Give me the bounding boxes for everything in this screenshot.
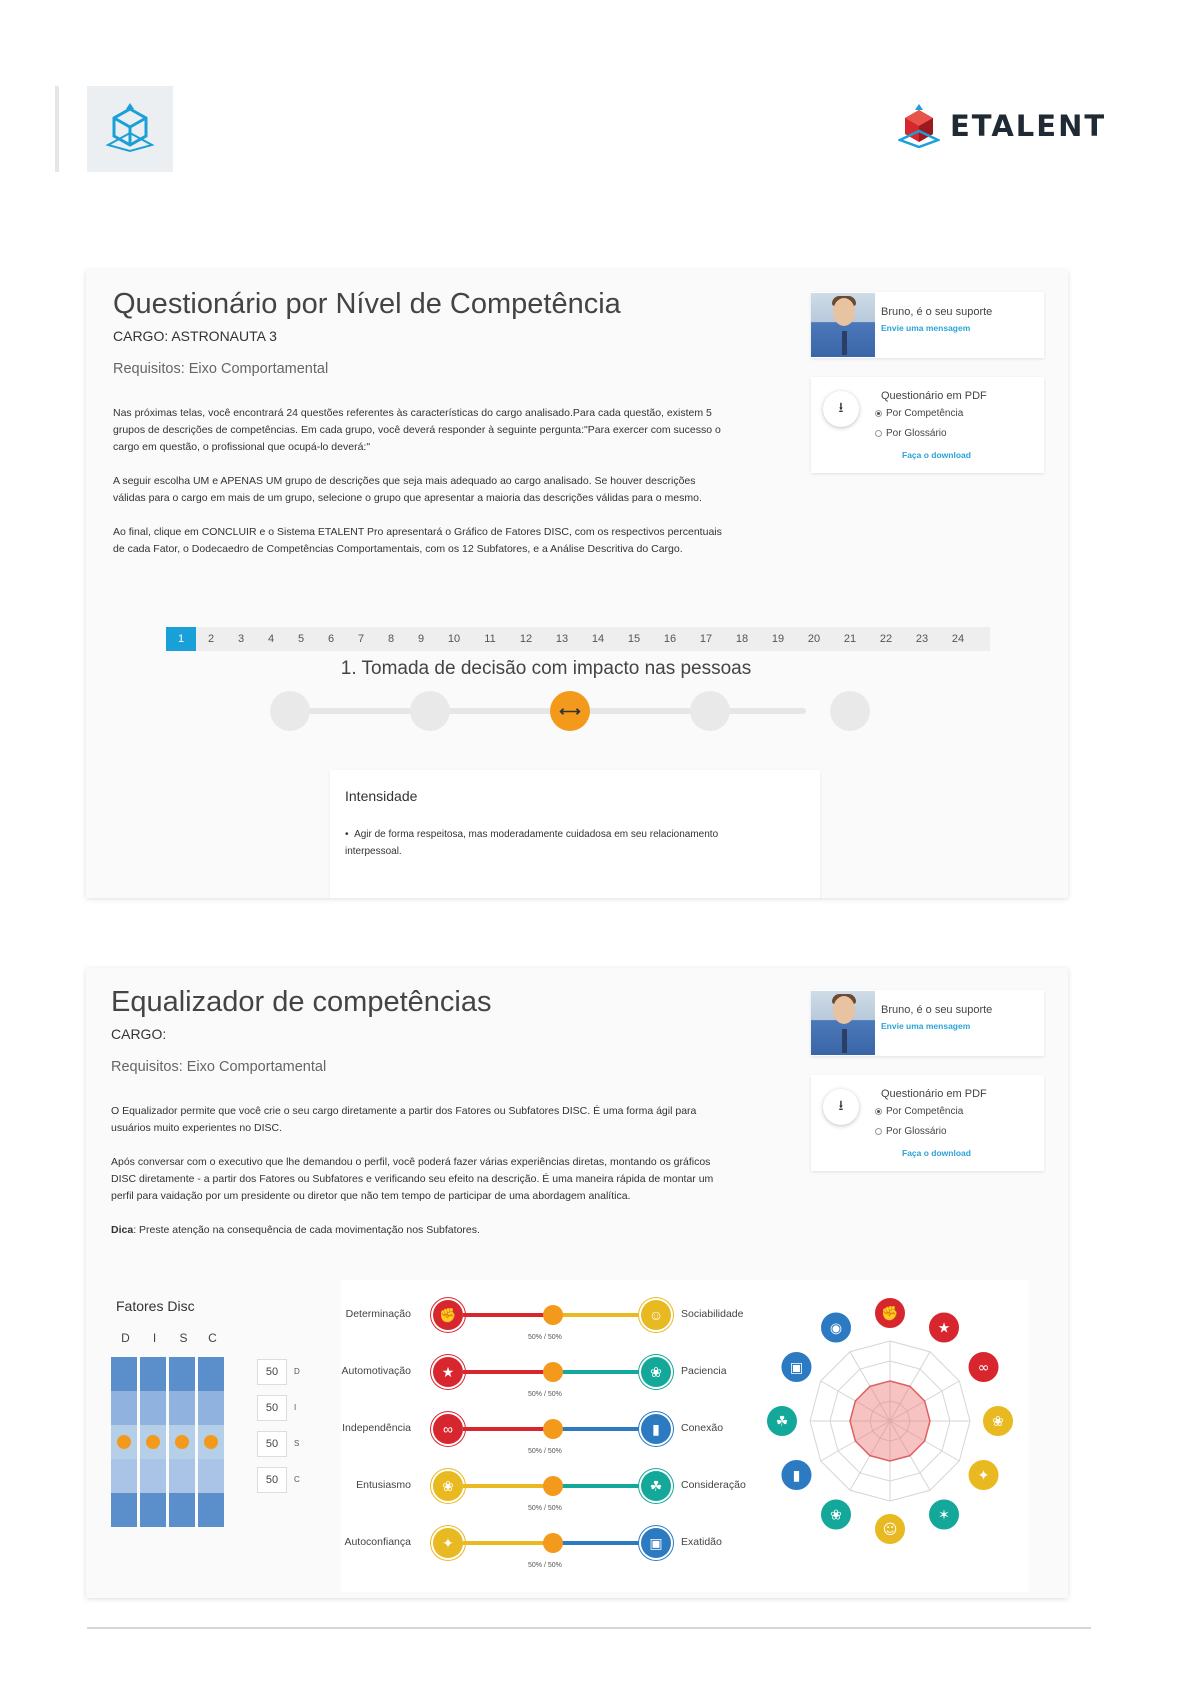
equalizer-panel — [341, 1280, 1029, 1592]
calculator-icon — [780, 1351, 812, 1383]
people-icon: ☺ — [641, 1300, 671, 1330]
brand-name: ETALENT — [950, 109, 1107, 143]
disc-column-segment — [111, 1391, 137, 1425]
runner-icon: ★ — [433, 1357, 463, 1387]
subfactor-slider-handle[interactable] — [543, 1476, 563, 1496]
svg-text:▣: ▣ — [789, 1360, 804, 1376]
disc-value-i[interactable]: 50 — [257, 1395, 287, 1421]
equalizer-card — [86, 968, 1068, 1598]
send-message-link[interactable]: Envie uma mensagem — [881, 323, 971, 333]
disc-column-segment — [198, 1459, 224, 1493]
subfactor-sliders — [341, 1280, 761, 1592]
page-22[interactable]: 22 — [879, 633, 893, 645]
instructions-text — [113, 405, 723, 575]
radio-button[interactable] — [875, 1108, 882, 1115]
yoga-icon — [820, 1499, 852, 1531]
disc-letter-i: I — [152, 1331, 157, 1345]
subfactor-ratio: 50% / 50% — [528, 1448, 562, 1455]
requisitos-label: Requisitos: Eixo Comportamental — [113, 361, 329, 377]
tip-text: : Preste atenção na consequência de cada movimentação nos Subfatores. — [133, 1224, 480, 1236]
page-4[interactable]: 4 — [267, 633, 275, 645]
disc-factor-sliders[interactable] — [111, 1357, 256, 1527]
disc-column-segment — [140, 1357, 166, 1391]
disc-column-segment — [140, 1459, 166, 1493]
radio-label: Por Glossário — [886, 1126, 947, 1137]
question-title: 1. Tomada de decisão com impacto nas pessoas — [340, 658, 752, 679]
disc-column-segment — [198, 1391, 224, 1425]
disc-slider-handle[interactable] — [146, 1435, 160, 1449]
slider-left-track — [463, 1541, 553, 1545]
paragraph: O Equalizador permite que você crie o seu cargo diretamente a partir dos Fatores ou Subfatores DISC. É uma forma ágil para usuários muito experientes no DISC. — [111, 1105, 697, 1134]
disc-slider-handle[interactable] — [117, 1435, 131, 1449]
page-13[interactable]: 13 — [555, 633, 569, 645]
disc-letters — [111, 1331, 227, 1345]
radio-por-competencia[interactable] — [875, 1106, 963, 1117]
download-icon[interactable]: ⭳ — [823, 1089, 859, 1125]
side-letter-c: C — [294, 1475, 300, 1484]
side-letter-d: D — [294, 1367, 300, 1376]
slider-right-track — [553, 1484, 641, 1488]
answer-option-2[interactable] — [410, 691, 450, 731]
page-24[interactable]: 24 — [951, 633, 965, 645]
download-icon[interactable]: ⭳ — [823, 391, 859, 427]
disc-column-segment — [198, 1493, 224, 1527]
thumbs-up-icon: ✊ — [433, 1300, 463, 1330]
slider-left-track — [463, 1427, 553, 1431]
subfactor-ratio: 50% / 50% — [528, 1391, 562, 1398]
support-box — [811, 990, 1044, 1056]
radio-label: Por Competência — [886, 1106, 964, 1117]
support-name: Bruno, é o seu suporte — [881, 1004, 993, 1016]
disc-slider-handle[interactable] — [175, 1435, 189, 1449]
subfactor-right-label: Consideração — [681, 1479, 746, 1491]
slider-left-track — [463, 1370, 553, 1374]
runner-icon — [928, 1311, 960, 1343]
disc-column-segment — [169, 1493, 195, 1527]
disc-column-segment — [198, 1357, 224, 1391]
svg-text:▮: ▮ — [792, 1468, 801, 1484]
radio-por-competencia[interactable] — [875, 408, 963, 419]
svg-text:✊: ✊ — [881, 1306, 899, 1322]
page-1[interactable]: 1 — [166, 627, 196, 651]
avatar — [811, 991, 875, 1055]
radio-button[interactable] — [875, 410, 882, 417]
support-box — [811, 292, 1044, 358]
disc-value-s[interactable]: 50 — [257, 1431, 287, 1457]
radio-button[interactable] — [875, 430, 882, 437]
radio-por-glossario[interactable] — [875, 1126, 947, 1137]
pdf-download-box — [811, 377, 1044, 473]
page-19[interactable]: 19 — [771, 633, 785, 645]
page-14[interactable]: 14 — [591, 633, 605, 645]
page-title: Equalizador de competências — [111, 986, 492, 1018]
slider-right-track — [553, 1370, 641, 1374]
subfactor-slider-handle[interactable] — [543, 1305, 563, 1325]
svg-text:∞: ∞ — [977, 1360, 990, 1376]
disc-column-segment — [111, 1493, 137, 1527]
download-link[interactable]: Faça o download — [902, 450, 971, 460]
subfactor-right-label: Conexão — [681, 1422, 724, 1434]
slider-left-track — [463, 1313, 553, 1317]
slider-right-track — [553, 1313, 641, 1317]
radar-value-area — [850, 1381, 930, 1461]
etalent-cube-icon — [898, 104, 940, 148]
download-link[interactable]: Faça o download — [902, 1148, 971, 1158]
answer-option-1[interactable] — [270, 691, 310, 731]
question-pagination — [166, 627, 990, 651]
send-message-link[interactable]: Envie uma mensagem — [881, 1021, 971, 1031]
subfactor-slider-handle[interactable] — [543, 1362, 563, 1382]
disc-column-segment — [169, 1459, 195, 1493]
paragraph: A seguir escolha UM e APENAS UM grupo de descrições que seja mais adequado ao cargo analisado. Se houver descrições válidas para o cargo em mais de um grupo, selecione o grupo que apresentar a maioria das descrições válidas para o mesmo. — [113, 475, 702, 504]
subfactor-ratio: 50% / 50% — [528, 1562, 562, 1569]
support-name: Bruno, é o seu suporte — [881, 306, 993, 318]
subfactor-ratio: 50% / 50% — [528, 1505, 562, 1512]
slider-right-track — [553, 1427, 641, 1431]
tip-paragraph — [111, 1222, 721, 1239]
answer-option-3-selected[interactable] — [550, 691, 590, 731]
disc-column-segment — [169, 1391, 195, 1425]
tip-label: Dica — [111, 1224, 134, 1236]
page-9[interactable]: 9 — [417, 633, 425, 645]
svg-text:❀: ❀ — [992, 1414, 1004, 1430]
disc-column-segment — [111, 1357, 137, 1391]
subfactor-slider-handle[interactable] — [543, 1419, 563, 1439]
plug-icon — [780, 1459, 812, 1491]
footer-divider — [87, 1627, 1091, 1629]
requisitos-label: Requisitos: Eixo Comportamental — [111, 1059, 327, 1075]
subfactor-right-label: Paciencia — [681, 1365, 727, 1377]
page-title: Questionário por Nível de Competência — [113, 288, 621, 320]
answer-option-4[interactable] — [690, 691, 730, 731]
equalizer-description — [111, 1103, 721, 1256]
disc-column-segment — [140, 1391, 166, 1425]
brand-logo — [898, 104, 1106, 148]
calculator-icon: ▣ — [641, 1528, 671, 1558]
header-divider — [55, 86, 59, 172]
disc-letter-s: S — [179, 1331, 188, 1345]
side-letter-s: S — [294, 1439, 300, 1448]
disc-slider-handle[interactable] — [204, 1435, 218, 1449]
people-icon — [874, 1513, 906, 1545]
slider-left-track — [463, 1484, 553, 1488]
avatar — [811, 293, 875, 357]
intensity-title: Intensidade — [345, 788, 418, 804]
double-arrow-icon: ⟷ — [559, 703, 581, 720]
yoga-icon: ❀ — [641, 1357, 671, 1387]
jump-icon: ✦ — [433, 1528, 463, 1558]
disc-title: Fatores Disc — [116, 1298, 195, 1314]
page-21[interactable]: 21 — [843, 633, 857, 645]
disc-value-d[interactable]: 50 — [257, 1359, 287, 1385]
page-16[interactable]: 16 — [663, 633, 677, 645]
disc-column-segment — [140, 1493, 166, 1527]
questionnaire-card — [86, 270, 1068, 898]
page-8[interactable]: 8 — [387, 633, 395, 645]
paragraph: Após conversar com o executivo que lhe demandou o perfil, você poderá fazer várias experiências diretas, montando os gráficos DISC diretamente - a partir dos Fatores ou Subfatores e verificando seu efeito na descrição. É uma maneira rápida de montar um perfil para vaidação por um presidente ou diretor que não tem tempo de participar de uma abordagem analítica. — [111, 1156, 714, 1202]
side-letter-i: I — [294, 1403, 297, 1412]
page-3[interactable]: 3 — [237, 633, 245, 645]
radio-button[interactable] — [875, 1128, 882, 1135]
svg-text:❀: ❀ — [830, 1507, 842, 1524]
subfactor-left-label: Determinação — [345, 1308, 411, 1320]
app-logo — [87, 86, 173, 172]
disc-column-segment — [111, 1459, 137, 1493]
thumbs-up-icon — [874, 1297, 906, 1329]
jump-icon — [968, 1459, 1000, 1491]
page-10[interactable]: 10 — [447, 633, 461, 645]
svg-text:✶: ✶ — [938, 1507, 950, 1524]
disc-letter-c: C — [208, 1331, 217, 1345]
disc-value-c[interactable]: 50 — [257, 1467, 287, 1493]
subfactor-left-label: Autoconfiança — [344, 1536, 411, 1548]
subfactor-slider-handle[interactable] — [543, 1533, 563, 1553]
subfactor-ratio: 50% / 50% — [528, 1334, 562, 1341]
page-2[interactable]: 2 — [207, 633, 215, 645]
subfactor-left-label: Independência — [342, 1422, 411, 1434]
dance-icon — [928, 1499, 960, 1531]
radio-por-glossario[interactable] — [875, 428, 947, 439]
handshake-icon — [766, 1405, 798, 1437]
page-5[interactable]: 5 — [297, 633, 305, 645]
page-7[interactable]: 7 — [357, 633, 365, 645]
radio-label: Por Glossário — [886, 428, 947, 439]
subfactor-right-label: Sociabilidade — [681, 1308, 744, 1320]
plug-icon: ▮ — [641, 1414, 671, 1444]
radio-label: Por Competência — [886, 408, 964, 419]
subfactor-left-label: Automotivação — [341, 1365, 411, 1377]
page-23[interactable]: 23 — [915, 633, 929, 645]
chain-icon: ∞ — [433, 1414, 463, 1444]
svg-text:☺: ☺ — [882, 1522, 898, 1538]
chain-icon — [968, 1351, 1000, 1383]
intensity-text: Agir de forma respeitosa, mas moderadamente cuidadosa em seu relacionamento interpessoal. — [345, 829, 719, 857]
cargo-label: CARGO: ASTRONAUTA 3 — [113, 328, 277, 344]
cargo-label: CARGO: — [111, 1026, 167, 1042]
eye-icon — [820, 1311, 852, 1343]
person-icon — [982, 1405, 1014, 1437]
paragraph: Nas próximas telas, você encontrará 24 questões referentes às características do cargo analisado.Para cada questão, existem 5 grupos de descrições de competências. Em cada grupo, você deverá responder à seguinte pergunta:"Para exercer com sucesso o cargo em questão, o profissional que ocupá-lo deverá:" — [113, 407, 721, 453]
handshake-icon: ☘ — [641, 1471, 671, 1501]
paragraph: Ao final, clique em CONCLUIR e o Sistema ETALENT Pro apresentará o Gráfico de Fatores DISC, com os respectivos percentuais de cada Fator, o Dodecaedro de Competências Comportamentais, com os 12 Subfatores, e a Análise Descritiva do Cargo. — [113, 526, 722, 555]
pdf-download-box — [811, 1075, 1044, 1171]
intensity-panel — [330, 770, 820, 898]
slider-right-track — [553, 1541, 641, 1545]
svg-text:✦: ✦ — [977, 1468, 990, 1484]
pdf-title: Questionário em PDF — [881, 390, 987, 402]
disc-letter-d: D — [121, 1331, 130, 1345]
cube-logo-icon — [104, 103, 156, 155]
svg-text:★: ★ — [937, 1320, 951, 1337]
page-17[interactable]: 17 — [699, 633, 713, 645]
disc-column-segment — [169, 1357, 195, 1391]
answer-option-5[interactable] — [830, 691, 870, 731]
page-18[interactable]: 18 — [735, 633, 749, 645]
subfactor-left-label: Entusiasmo — [356, 1479, 411, 1491]
bullet: • — [345, 829, 355, 840]
person-icon: ❀ — [433, 1471, 463, 1501]
page-11[interactable]: 11 — [484, 633, 496, 645]
page-12[interactable]: 12 — [519, 633, 533, 645]
page-20[interactable]: 20 — [807, 633, 821, 645]
intensity-item — [345, 826, 765, 860]
competency-dodecahedron-chart — [759, 1290, 1021, 1552]
page-15[interactable]: 15 — [627, 633, 641, 645]
pdf-title: Questionário em PDF — [881, 1088, 987, 1100]
svg-text:◉: ◉ — [829, 1320, 843, 1337]
page-6[interactable]: 6 — [327, 633, 335, 645]
subfactor-right-label: Exatidão — [681, 1536, 722, 1548]
svg-text:☘: ☘ — [775, 1414, 789, 1430]
